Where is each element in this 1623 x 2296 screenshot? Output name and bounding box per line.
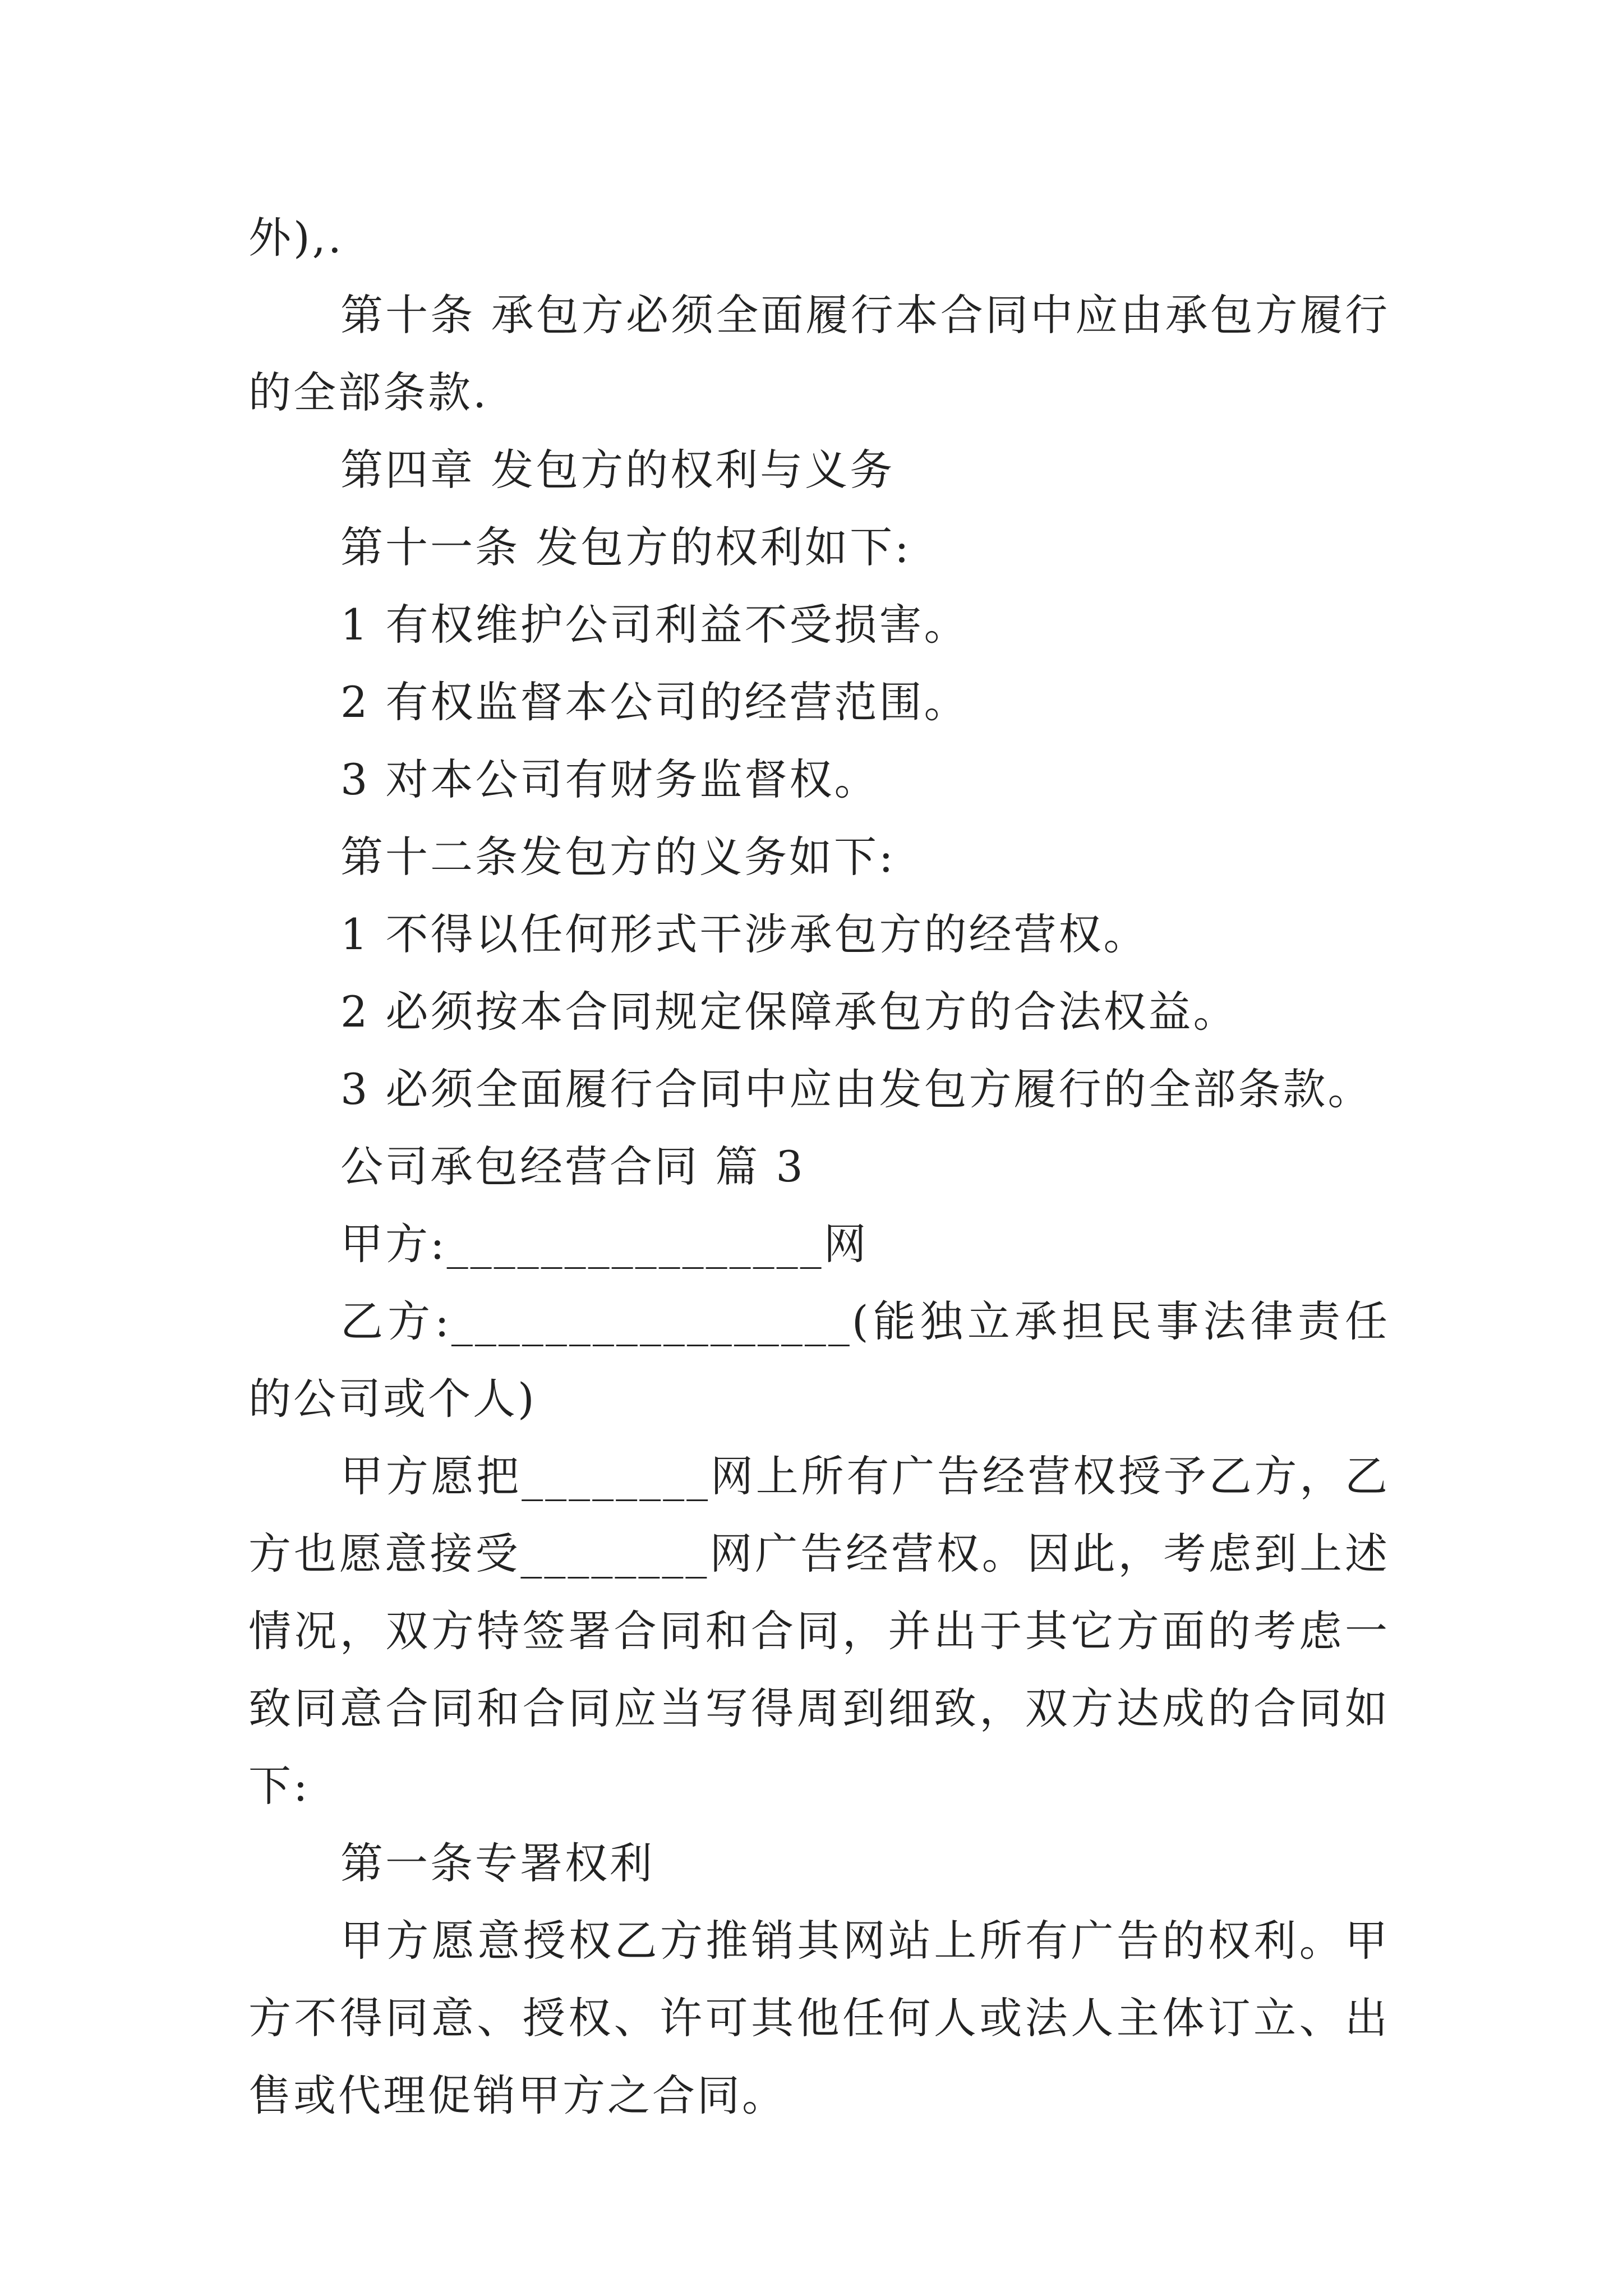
section-title: 公司承包经营合同 篇 3	[340, 1142, 805, 1191]
article-12-heading: 第十二条发包方的义务如下:	[340, 832, 896, 882]
article-1-paragraph: 甲方愿意授权乙方推销其网站上所有广告的权利。甲方不得同意、授权、许可其他任何人或法人主体订立、出售或代理促销甲方之合同。	[248, 1916, 1390, 2120]
list-item: 2 有权监督本公司的经营范围。	[340, 677, 969, 727]
list-item: 1 有权维护公司利益不受损害。	[340, 600, 969, 650]
preamble-paragraph: 甲方愿把________网上所有广告经营权授予乙方，乙方也愿意接受________网广告经营权。因此，考虑到上述情况，双方特签署合同和合同，并出于其它方面的考虑一致同意合同和合同应当写得周到细致，双方达成的合同如下:	[248, 1451, 1390, 1811]
chapter-heading-4: 第四章 发包方的权利与义务	[340, 445, 895, 495]
paragraph-continuation: 外),.	[248, 213, 344, 263]
document-body	[248, 199, 1390, 2134]
paragraph-article-10: 第十条 承包方必须全面履行本合同中应由承包方履行的全部条款.	[248, 290, 1390, 417]
party-a-line: 甲方:________________网	[340, 1219, 869, 1269]
party-b-line: 乙方:_________________(能独立承担民事法律责任的公司或个人)	[248, 1296, 1390, 1424]
list-item: 3 对本公司有财务监督权。	[340, 754, 879, 804]
list-item: 3 必须全面履行合同中应由发包方履行的全部条款。	[340, 1064, 1373, 1114]
list-item: 2 必须按本合同规定保障承包方的合法权益。	[340, 987, 1238, 1037]
list-item: 1 不得以任何形式干涉承包方的经营权。	[340, 909, 1149, 959]
article-1-heading: 第一条专署权利	[340, 1838, 654, 1888]
article-11-heading: 第十一条 发包方的权利如下:	[340, 522, 911, 572]
